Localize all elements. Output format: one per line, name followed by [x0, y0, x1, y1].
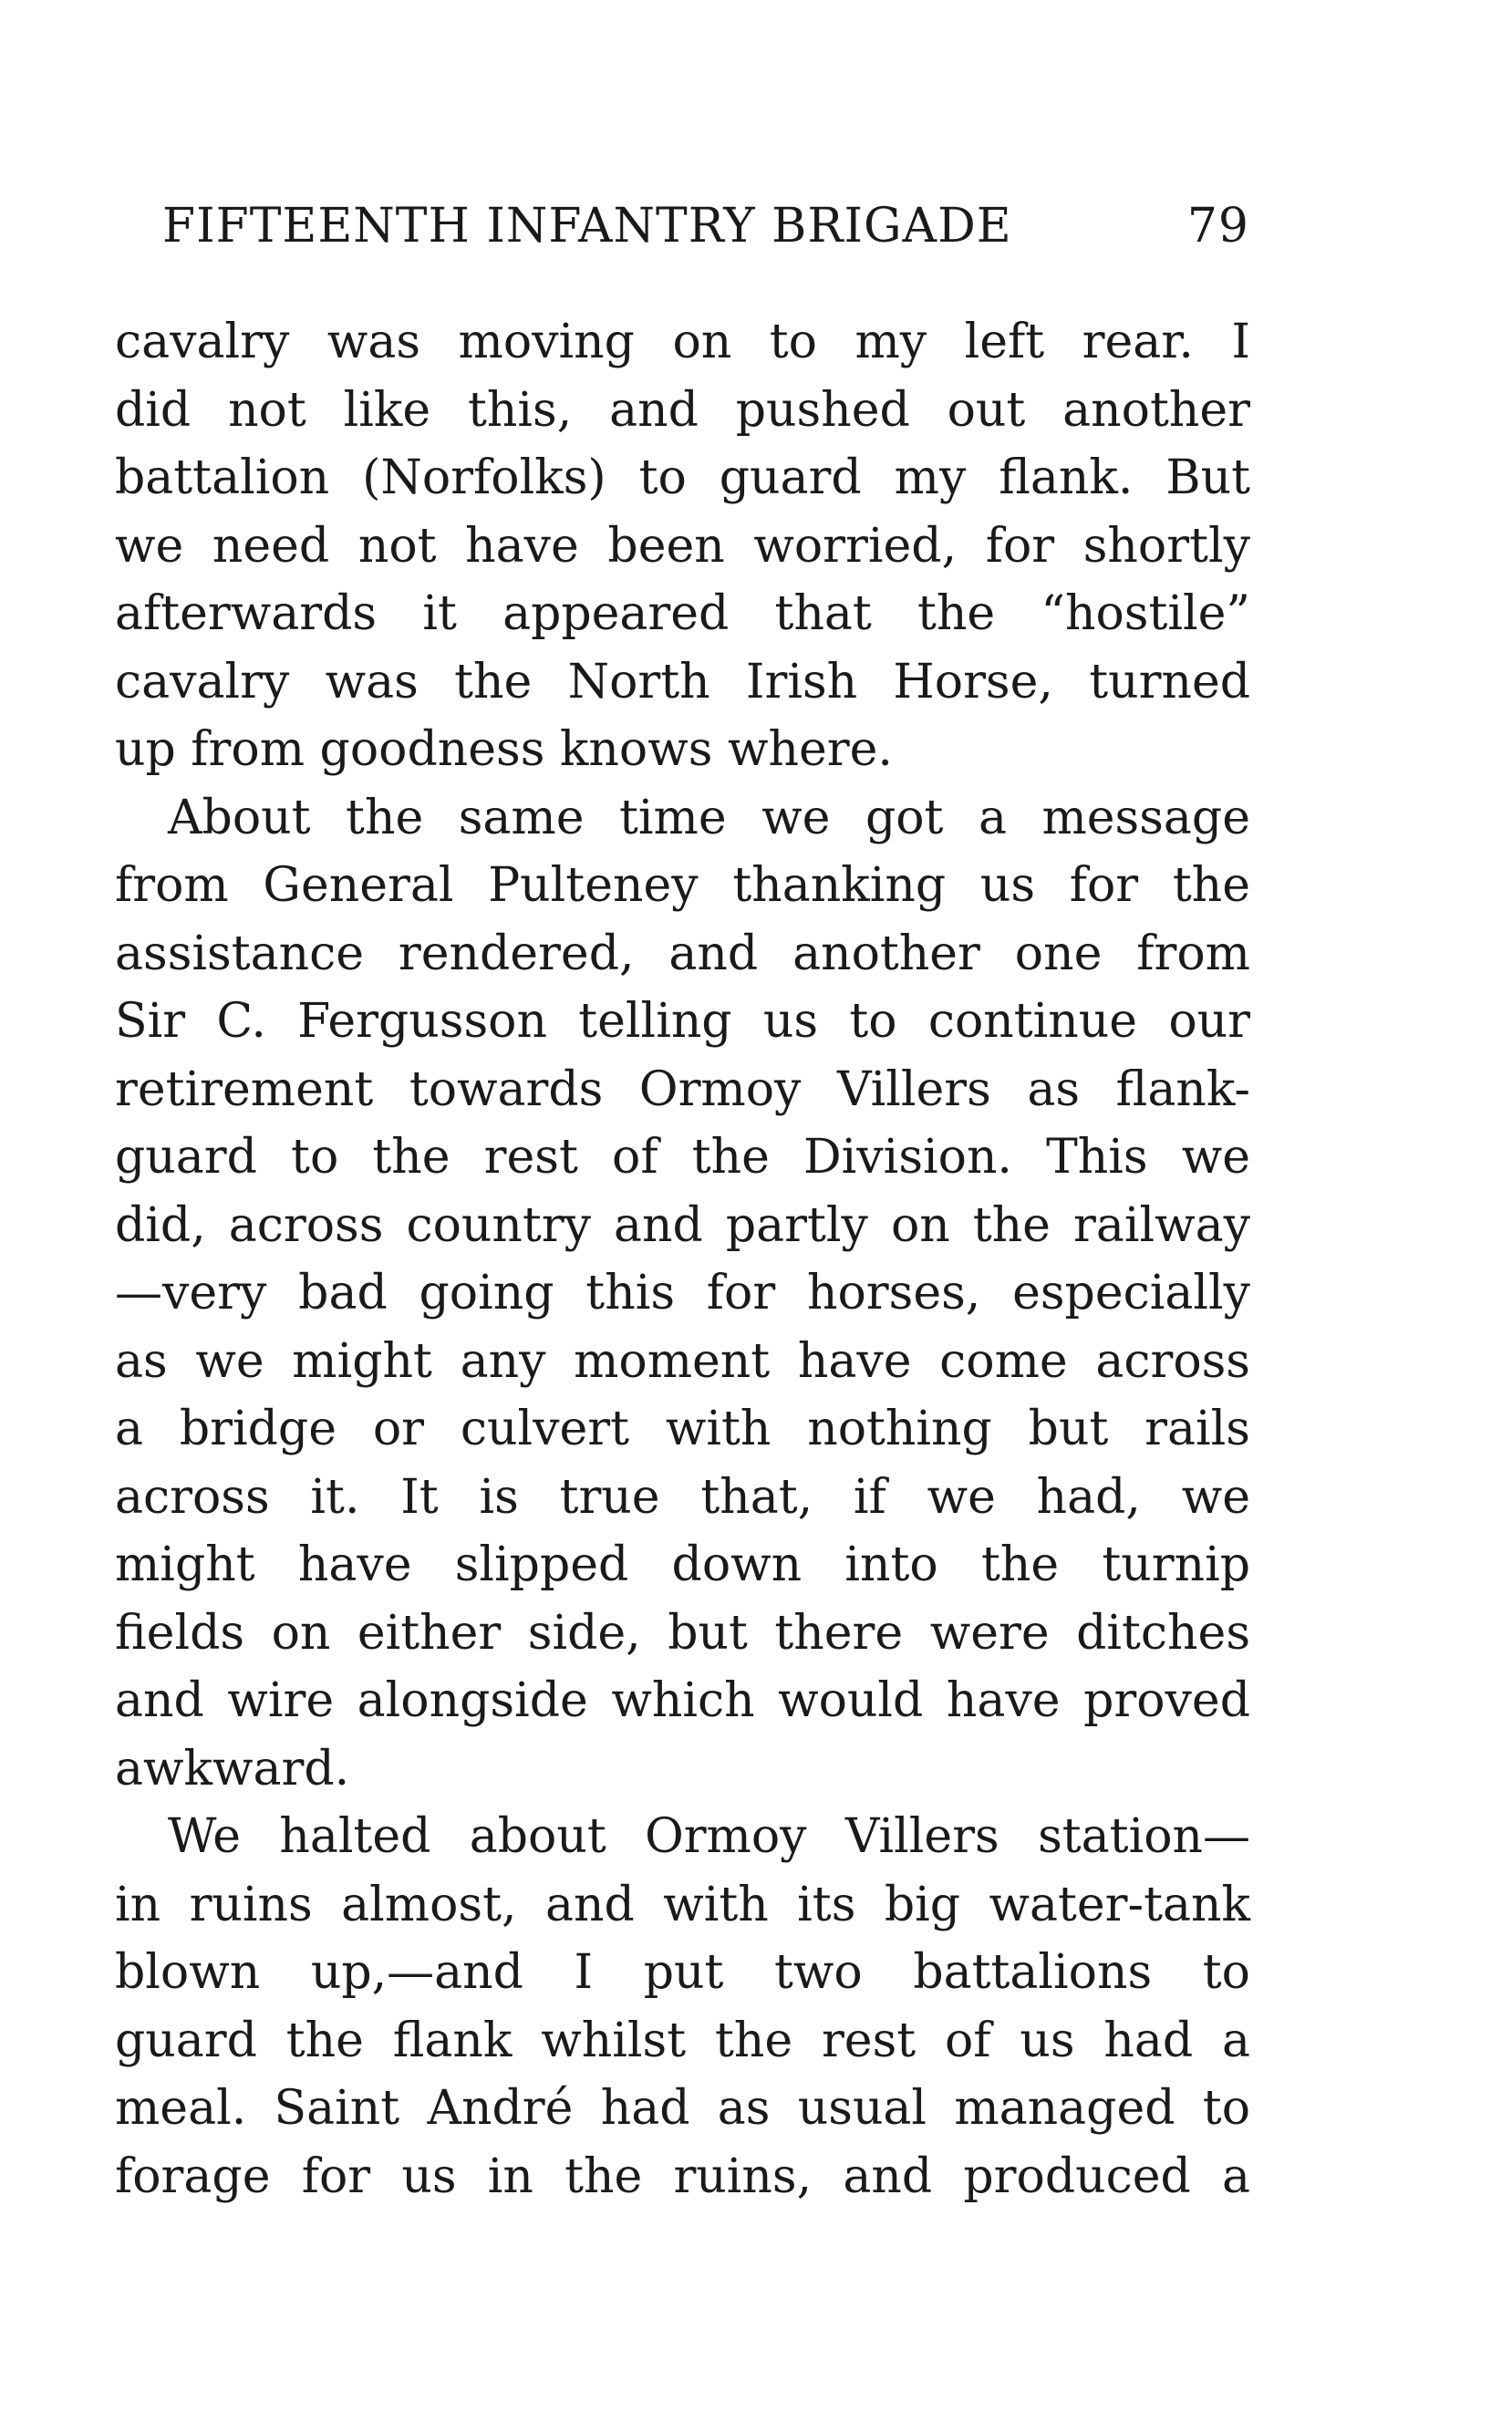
text-line: cavalry was the North Irish Horse, turned — [115, 654, 1250, 709]
text-line: blown up,—and I put two battalions to — [115, 1945, 1250, 2000]
text-line: across it. It is true that, if we had, we — [115, 1469, 1250, 1525]
text-line: did not like this, and pushed out another — [115, 382, 1250, 438]
text-line: About the same time we got a message — [168, 790, 1250, 845]
text-line: as we might any moment have come across — [115, 1333, 1250, 1389]
text-line: battalion (Norfolks) to guard my flank. But — [115, 450, 1250, 505]
text-line: afterwards it appeared that the “hostile” — [115, 586, 1250, 641]
text-line: up from goodness knows where. — [115, 722, 893, 777]
text-line: assistance rendered, and another one from — [115, 926, 1250, 981]
text-line: in ruins almost, and with its big water-tank — [115, 1877, 1250, 1932]
text-line: might have slipped down into the turnip — [115, 1537, 1250, 1592]
text-line: meal. Saint André had as usual managed to — [115, 2081, 1250, 2136]
text-line: did, across country and partly on the railway — [115, 1197, 1250, 1253]
chapter-title: FIFTEENTH INFANTRY BRIGADE — [162, 199, 1012, 254]
text-line: —very bad going this for horses, especially — [115, 1266, 1250, 1320]
text-line: from General Pulteney thanking us for the — [115, 858, 1250, 913]
body-text — [115, 308, 1250, 2210]
text-line: We halted about Ormoy Villers station— — [168, 1809, 1250, 1864]
text-line: cavalry was moving on to my left rear. I — [115, 315, 1250, 369]
text-line: guard the flank whilst the rest of us had a — [115, 2013, 1250, 2068]
text-line: retirement towards Ormoy Villers as flank- — [115, 1061, 1250, 1117]
text-line: awkward. — [115, 1741, 350, 1796]
text-line: Sir C. Fergusson telling us to continue our — [115, 994, 1250, 1049]
text-line: we need not have been worried, for shortly — [115, 518, 1250, 574]
text-line: a bridge or culvert with nothing but rails — [115, 1402, 1250, 1456]
text-line: and wire alongside which would have proved — [115, 1673, 1250, 1728]
text-line: guard to the rest of the Division. This we — [115, 1130, 1250, 1185]
text-line: fields on either side, but there were ditches — [115, 1605, 1250, 1661]
page-number: 79 — [1186, 199, 1249, 254]
text-line: forage for us in the ruins, and produced a — [115, 2148, 1250, 2204]
running-head — [162, 199, 1249, 263]
